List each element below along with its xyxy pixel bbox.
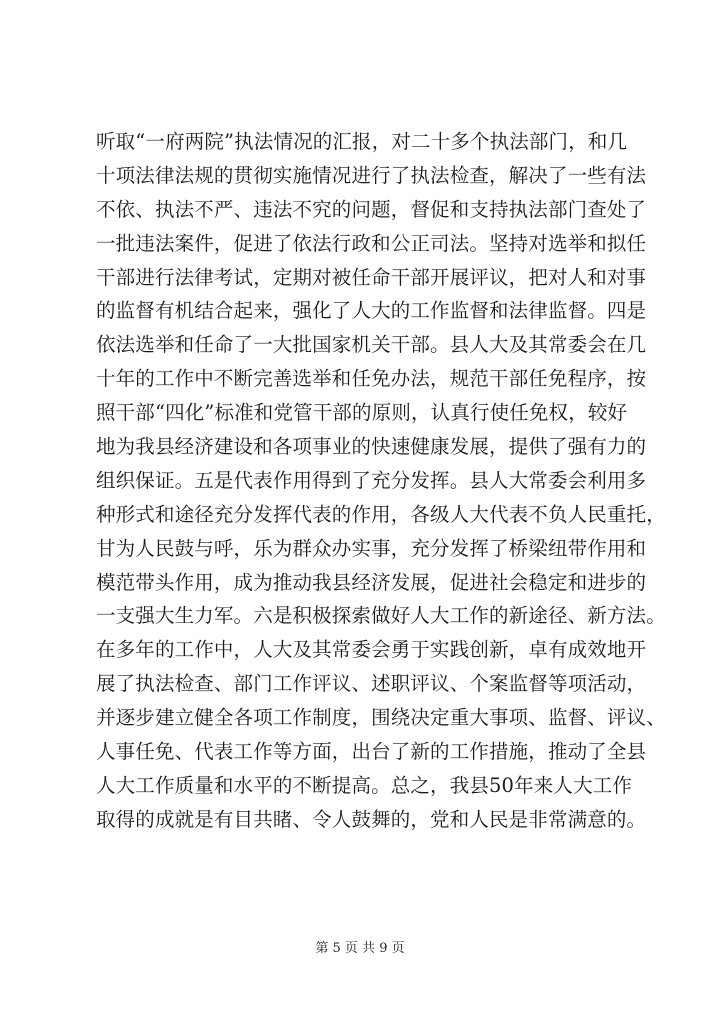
text-line: 十项法律法规的贯彻实施情况进行了执法检查，解决了一些有法: [96, 163, 647, 187]
text-line: 十年的工作中不断完善选举和任免办法，规范干部任免程序，按: [96, 367, 647, 391]
text-line: 的监督有机结合起来，强化了人大的工作监督和法律监督。四是: [96, 299, 647, 323]
text-line: 在多年的工作中，人大及其常委会勇于实践创新，卓有成效地开: [96, 638, 647, 662]
text-line: 依法选举和任命了一大批国家机关干部。县人大及其常委会在几: [96, 333, 647, 357]
text-line: 展了执法检查、部门工作评议、述职评议、个案监督等项活动，: [96, 672, 647, 696]
text-line: 地为我县经济建设和各项事业的快速健康发展，提供了强有力的: [96, 435, 647, 459]
text-line: 种形式和途径充分发挥代表的作用，各级人大代表不负人民重托，: [96, 502, 666, 526]
text-line: 甘为人民鼓与呼，乐为群众办实事，充分发挥了桥梁纽带作用和: [96, 536, 647, 560]
text-line: 一支强大生力军。六是积极探索做好人大工作的新途径、新方法。: [96, 604, 666, 628]
text-line: 并逐步建立健全各项工作制度，围绕决定重大事项、监督、评议、: [96, 706, 666, 730]
text-line: 干部进行法律考试，定期对被任命干部开展评议，把对人和对事: [96, 265, 647, 289]
text-line: 组织保证。五是代表作用得到了充分发挥。县人大常委会利用多: [96, 468, 647, 492]
text-line: 人大工作质量和水平的不断提高。总之，我县50年来人大工作: [96, 773, 633, 797]
text-line: 照干部“四化”标准和党管干部的原则，认真行使任免权，较好: [96, 401, 628, 425]
text-line: 一批违法案件，促进了依法行政和公正司法。坚持对选举和拟任: [96, 231, 647, 255]
text-line: 听取“一府两院”执法情况的汇报，对二十多个执法部门，和几: [96, 130, 628, 153]
text-line: 模范带头作用，成为推动我县经济发展，促进社会稳定和进步的: [96, 570, 647, 594]
page-footer: 第 5 页 共 9 页: [315, 941, 405, 956]
text-line: 取得的成就是有目共睹、令人鼓舞的，党和人民是非常满意的。: [96, 807, 647, 831]
text-line: 不依、执法不严、违法不究的问题，督促和支持执法部门查处了: [96, 197, 647, 221]
body-text: [96, 125, 666, 837]
text-line: 人事任免、代表工作等方面，出台了新的工作措施，推动了全县: [96, 740, 647, 764]
